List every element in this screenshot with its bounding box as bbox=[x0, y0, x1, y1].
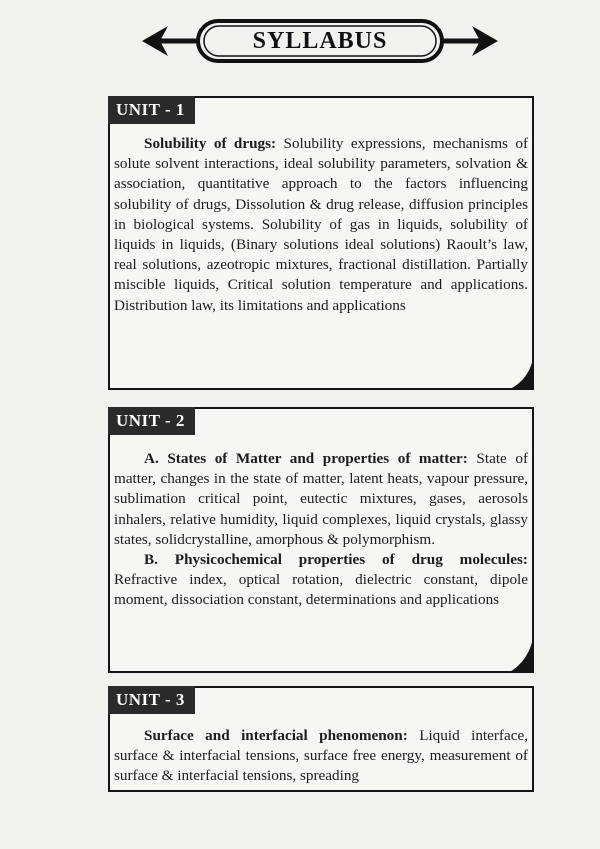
corner-decoration-icon bbox=[508, 354, 534, 390]
unit-3-box bbox=[108, 686, 534, 792]
unit-3-body bbox=[114, 726, 528, 787]
unit-2-tab: UNIT - 2 bbox=[108, 407, 195, 435]
unit-3-heading: Surface and interfacial phenomenon: bbox=[144, 727, 408, 744]
unit-1-heading: Solubility of drugs: bbox=[144, 135, 277, 152]
syllabus-header bbox=[140, 16, 500, 66]
unit-2-box bbox=[108, 407, 534, 673]
page-title: SYLLABUS bbox=[252, 27, 388, 54]
unit-1-tab: UNIT - 1 bbox=[108, 96, 195, 124]
unit-1-box bbox=[108, 96, 534, 390]
unit-1-body bbox=[114, 134, 528, 316]
unit-2-body bbox=[114, 449, 528, 611]
corner-decoration-icon bbox=[508, 633, 534, 673]
unit-2-heading-a: A. States of Matter and properties of matter: bbox=[144, 450, 468, 467]
unit-3-tab: UNIT - 3 bbox=[108, 686, 195, 714]
unit-2-text-a: State of matter, changes in the state of matter, latent heats, vapour pressure, sublimation critical point, eutectic mixtures, gases, aerosols inhalers, relative humidity, liquid complexes, liquid crystals, glassy states, solidcrystalline, amorphous & polymorphism. bbox=[114, 450, 529, 548]
unit-2-text-b: Refractive index, optical rotation, dielectric constant, dipole moment, dissociation constant, determinations and applications bbox=[114, 571, 528, 609]
unit-1-text: Solubility expressions, mechanisms of solute solvent interactions, ideal solubility parameters, solvation & association, quantitative approach to the factors influencing solubility of drugs, Dissolution & drug release, diffusion principles in biological systems. Solubility of gas in liquids, solubility of liquids in liquids, (Binary solutions ideal solutions) Raoult’s law, real solutions, azeotropic mixtures, fractional distillation. Partially miscible liquids, Critical solution temperature and applications. Distribution law, its limitations and applications bbox=[114, 135, 529, 314]
unit-3-text: Liquid interface, surface & interfacial tensions, surface free energy, measurement of surface & interfacial tensions, spreading bbox=[114, 727, 529, 785]
unit-2-heading-b: B. Physicochemical properties of drug molecules: bbox=[144, 551, 528, 569]
